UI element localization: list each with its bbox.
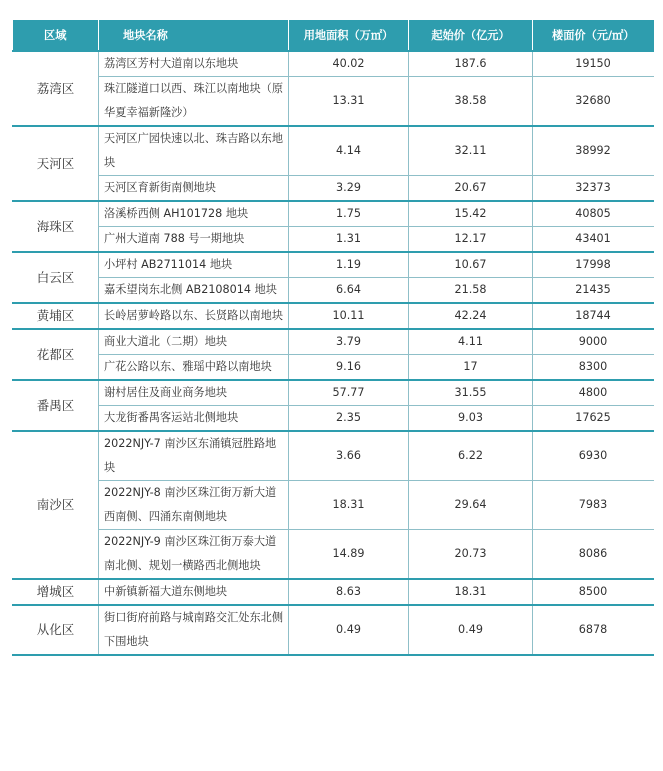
table-row: [13, 227, 654, 253]
table-row: [13, 51, 654, 77]
district-cell: 白云区: [13, 252, 99, 303]
start-price-cell: 18.31: [409, 579, 533, 605]
start-price-cell: 0.49: [409, 605, 533, 655]
plot-name-cell: 广州大道南 788 号一期地块: [99, 227, 289, 253]
land-area-cell: 9.16: [289, 355, 409, 381]
plot-name-cell: 谢村居住及商业商务地块: [99, 380, 289, 406]
land-area-cell: 0.49: [289, 605, 409, 655]
district-cell: 增城区: [13, 579, 99, 605]
floor-price-cell: 19150: [533, 51, 654, 77]
table-row: [13, 176, 654, 202]
start-price-cell: 29.64: [409, 481, 533, 530]
land-area-cell: 1.75: [289, 201, 409, 227]
table-header: [13, 20, 654, 51]
land-area-cell: 1.31: [289, 227, 409, 253]
start-price-cell: 32.11: [409, 126, 533, 176]
land-area-cell: 13.31: [289, 77, 409, 127]
land-area-cell: 3.66: [289, 431, 409, 481]
floor-price-cell: 8500: [533, 579, 654, 605]
table-body: [13, 51, 654, 655]
table-row: [13, 126, 654, 176]
floor-price-cell: 17625: [533, 406, 654, 432]
plot-name-cell: 荔湾区芳村大道南以东地块: [99, 51, 289, 77]
plot-name-cell: 中新镇新福大道东侧地块: [99, 579, 289, 605]
district-cell: 荔湾区: [13, 51, 99, 126]
land-area-cell: 18.31: [289, 481, 409, 530]
floor-price-cell: 40805: [533, 201, 654, 227]
start-price-cell: 6.22: [409, 431, 533, 481]
floor-price-cell: 6878: [533, 605, 654, 655]
start-price-cell: 187.6: [409, 51, 533, 77]
floor-price-cell: 17998: [533, 252, 654, 278]
header-plot-name: 地块名称: [99, 20, 289, 51]
land-auction-table: [12, 20, 654, 656]
table-row: [13, 252, 654, 278]
plot-name-cell: 2022NJY-7 南沙区东涌镇冠胜路地块: [99, 431, 289, 481]
floor-price-cell: 32373: [533, 176, 654, 202]
plot-name-cell: 广花公路以东、雅瑶中路以南地块: [99, 355, 289, 381]
header-start-price: 起始价（亿元）: [409, 20, 533, 51]
land-area-cell: 1.19: [289, 252, 409, 278]
land-area-cell: 10.11: [289, 303, 409, 329]
table-row: [13, 355, 654, 381]
district-cell: 天河区: [13, 126, 99, 201]
plot-name-cell: 2022NJY-8 南沙区珠江街万新大道西南侧、四涌东南侧地块: [99, 481, 289, 530]
plot-name-cell: 嘉禾望岗东北侧 AB2108014 地块: [99, 278, 289, 304]
floor-price-cell: 8300: [533, 355, 654, 381]
floor-price-cell: 21435: [533, 278, 654, 304]
plot-name-cell: 小坪村 AB2711014 地块: [99, 252, 289, 278]
land-area-cell: 3.29: [289, 176, 409, 202]
floor-price-cell: 9000: [533, 329, 654, 355]
district-cell: 南沙区: [13, 431, 99, 579]
plot-name-cell: 2022NJY-9 南沙区珠江街万泰大道南北侧、规划一横路西北侧地块: [99, 530, 289, 580]
table-row: [13, 201, 654, 227]
start-price-cell: 4.11: [409, 329, 533, 355]
table-row: [13, 380, 654, 406]
header-land-area: 用地面积（万㎡）: [289, 20, 409, 51]
floor-price-cell: 38992: [533, 126, 654, 176]
floor-price-cell: 6930: [533, 431, 654, 481]
table-row: [13, 579, 654, 605]
land-area-cell: 4.14: [289, 126, 409, 176]
plot-name-cell: 珠江隧道口以西、珠江以南地块（原华夏幸福新隆沙）: [99, 77, 289, 127]
land-area-cell: 40.02: [289, 51, 409, 77]
floor-price-cell: 8086: [533, 530, 654, 580]
district-cell: 海珠区: [13, 201, 99, 252]
table-row: [13, 303, 654, 329]
land-area-cell: 2.35: [289, 406, 409, 432]
floor-price-cell: 18744: [533, 303, 654, 329]
table-row: [13, 406, 654, 432]
start-price-cell: 31.55: [409, 380, 533, 406]
plot-name-cell: 天河区广园快速以北、珠吉路以东地块: [99, 126, 289, 176]
plot-name-cell: 天河区育新街南侧地块: [99, 176, 289, 202]
start-price-cell: 17: [409, 355, 533, 381]
floor-price-cell: 43401: [533, 227, 654, 253]
district-cell: 从化区: [13, 605, 99, 655]
start-price-cell: 15.42: [409, 201, 533, 227]
start-price-cell: 20.73: [409, 530, 533, 580]
start-price-cell: 38.58: [409, 77, 533, 127]
start-price-cell: 10.67: [409, 252, 533, 278]
table-row: [13, 278, 654, 304]
land-area-cell: 8.63: [289, 579, 409, 605]
table-row: [13, 530, 654, 580]
table-row: [13, 481, 654, 530]
land-area-cell: 3.79: [289, 329, 409, 355]
floor-price-cell: 4800: [533, 380, 654, 406]
land-area-cell: 14.89: [289, 530, 409, 580]
plot-name-cell: 街口街府前路与城南路交汇处东北侧下围地块: [99, 605, 289, 655]
start-price-cell: 42.24: [409, 303, 533, 329]
header-floor-price: 楼面价（元/㎡）: [533, 20, 654, 51]
table-row: [13, 431, 654, 481]
table-row: [13, 605, 654, 655]
land-area-cell: 57.77: [289, 380, 409, 406]
district-cell: 花都区: [13, 329, 99, 380]
district-cell: 番禺区: [13, 380, 99, 431]
land-area-cell: 6.64: [289, 278, 409, 304]
start-price-cell: 21.58: [409, 278, 533, 304]
plot-name-cell: 长岭居萝岭路以东、长贤路以南地块: [99, 303, 289, 329]
table-row: [13, 329, 654, 355]
plot-name-cell: 商业大道北（二期）地块: [99, 329, 289, 355]
plot-name-cell: 洛溪桥西侧 AH101728 地块: [99, 201, 289, 227]
start-price-cell: 20.67: [409, 176, 533, 202]
start-price-cell: 9.03: [409, 406, 533, 432]
floor-price-cell: 7983: [533, 481, 654, 530]
floor-price-cell: 32680: [533, 77, 654, 127]
plot-name-cell: 大龙街番禺客运站北侧地块: [99, 406, 289, 432]
land-auction-table-container: [12, 20, 653, 656]
district-cell: 黄埔区: [13, 303, 99, 329]
table-row: [13, 77, 654, 127]
header-row: [13, 20, 654, 51]
start-price-cell: 12.17: [409, 227, 533, 253]
header-district: 区域: [13, 20, 99, 51]
